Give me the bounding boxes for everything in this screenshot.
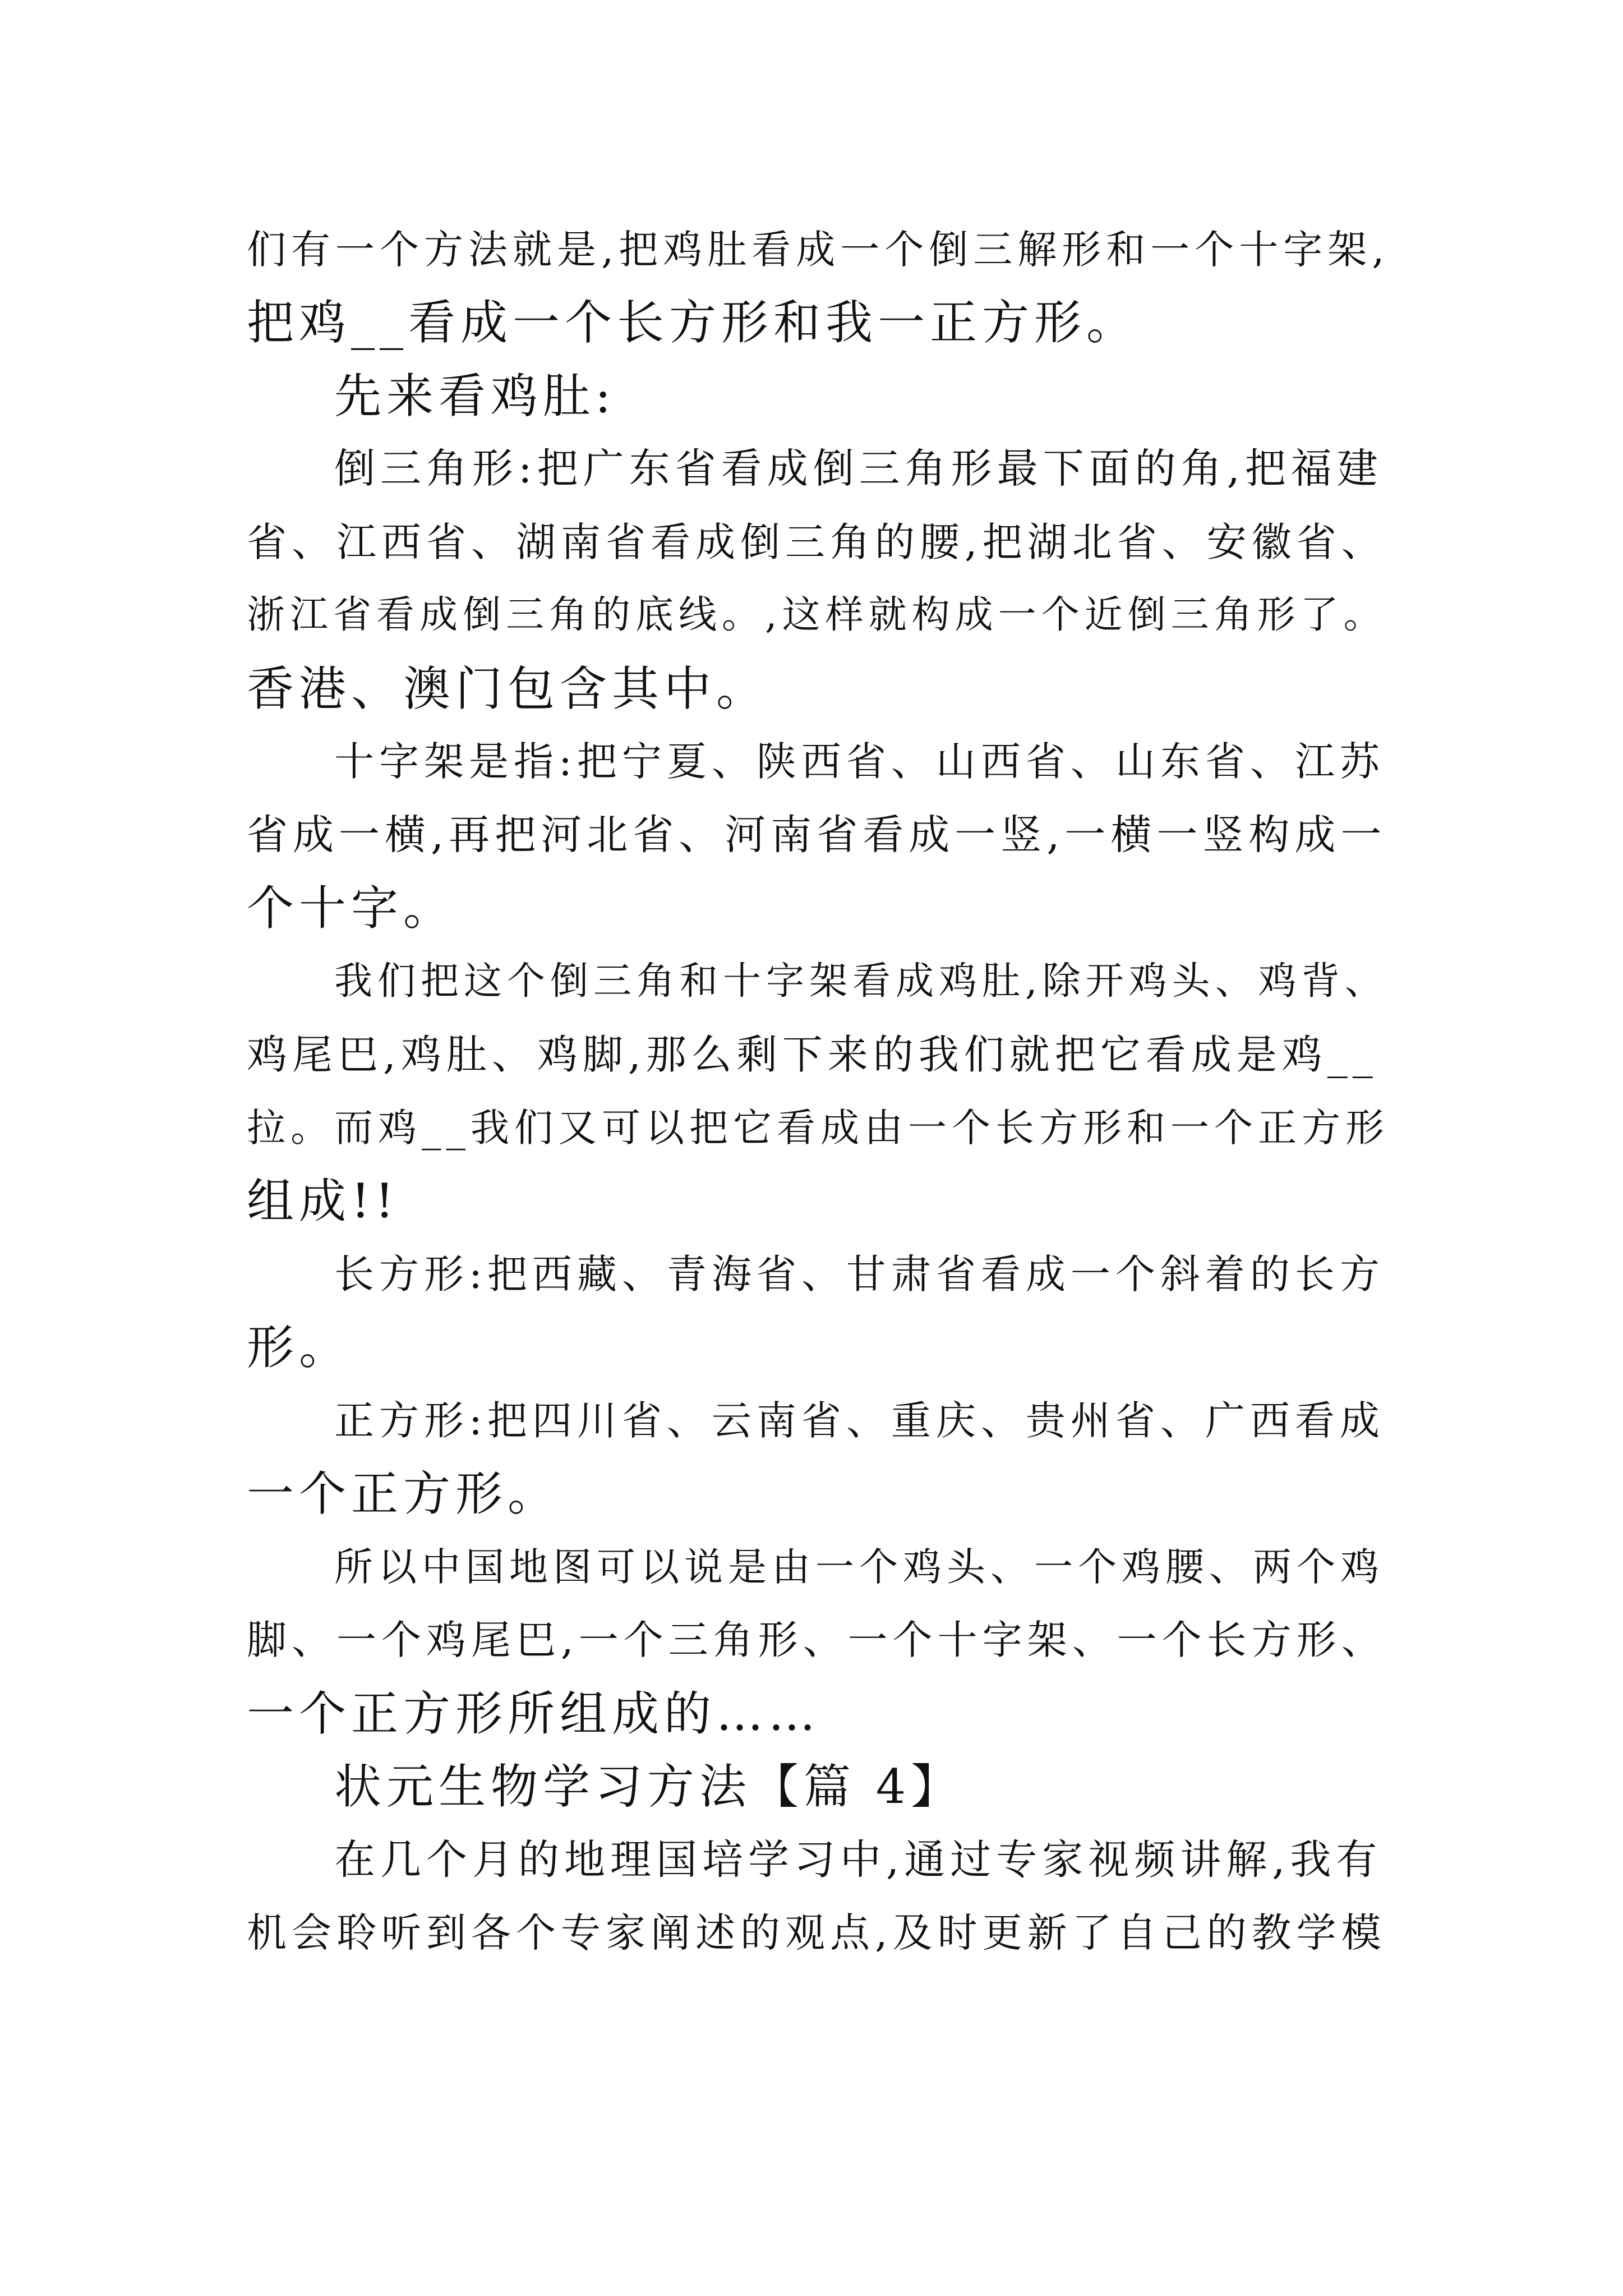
text-line: 形。 bbox=[247, 1320, 352, 1375]
text-line: 浙江省看成倒三角的底线。,这样就构成一个近倒三角形了。 bbox=[247, 593, 1387, 637]
text-line: 们有一个方法就是,把鸡肚看成一个倒三解形和一个十字架, bbox=[247, 227, 1390, 273]
section-heading: 状元生物学习方法【篇 4】 bbox=[334, 1759, 963, 1814]
paragraph-start: 十字架是指:把宁夏、陕西省、山西省、山东省、江苏 bbox=[334, 738, 1385, 785]
text-line: 鸡尾巴,鸡肚、鸡脚,那么剩下来的我们就把它看成是鸡__ bbox=[247, 1031, 1378, 1078]
paragraph-start: 在几个月的地理国培学习中,通过专家视频讲解,我有 bbox=[334, 1836, 1382, 1884]
text-line: 香港、澳门包含其中。 bbox=[247, 661, 769, 716]
paragraph-start: 长方形:把西藏、青海省、甘肃省看成一个斜着的长方 bbox=[334, 1251, 1385, 1297]
paragraph-start: 倒三角形:把广东省看成倒三角形最下面的角,把福建 bbox=[334, 445, 1383, 493]
text-line: 一个正方形所组成的…… bbox=[247, 1686, 821, 1741]
text-line: 机会聆听到各个专家阐述的观点,及时更新了自己的教学模 bbox=[247, 1910, 1386, 1956]
paragraph-start: 我们把这个倒三角和十字架看成鸡肚,除开鸡头、鸡背、 bbox=[334, 959, 1388, 1004]
text-line: 脚、一个鸡尾巴,一个三角形、一个十字架、一个长方形、 bbox=[247, 1617, 1386, 1663]
text-line: 组成!! bbox=[247, 1174, 399, 1228]
text-line: 省、江西省、湖南省看成倒三角的腰,把湖北省、安徽省、 bbox=[247, 519, 1386, 565]
text-line: 省成一横,再把河北省、河南省看成一竖,一横一竖构成一 bbox=[247, 811, 1387, 859]
text-line: 个十字。 bbox=[247, 881, 456, 936]
section-heading: 先来看鸡肚: bbox=[334, 369, 616, 424]
paragraph-start: 正方形:把四川省、云南省、重庆、贵州省、广西看成 bbox=[334, 1397, 1385, 1444]
text-line: 一个正方形。 bbox=[247, 1466, 560, 1521]
text-line: 拉。而鸡__我们又可以把它看成由一个长方形和一个正方形 bbox=[247, 1106, 1389, 1151]
paragraph-start: 所以中国地图可以说是由一个鸡头、一个鸡腰、两个鸡 bbox=[334, 1545, 1384, 1590]
text-line: 把鸡__看成一个长方形和我一正方形。 bbox=[247, 295, 1139, 350]
